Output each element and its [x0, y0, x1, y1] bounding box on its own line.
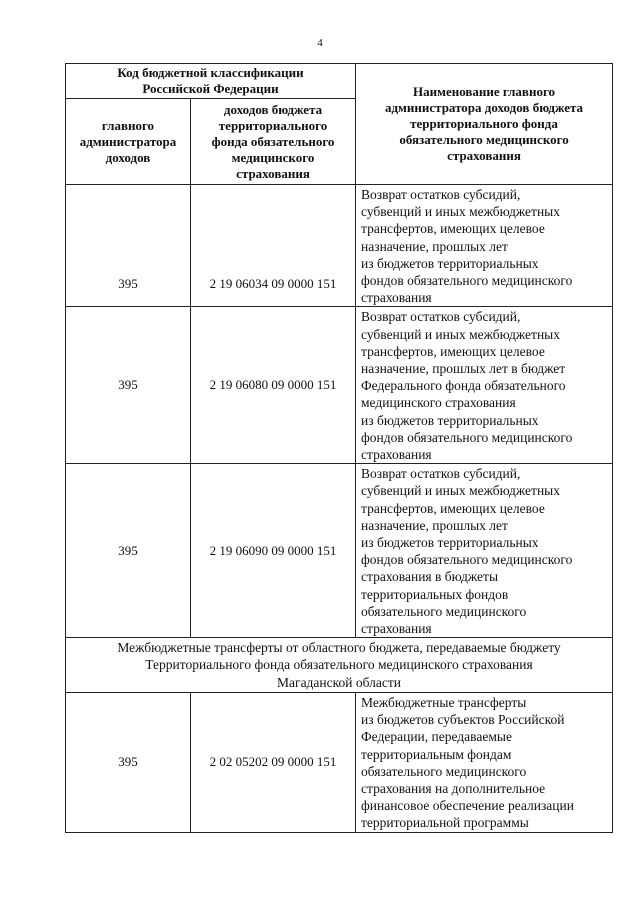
- budget-classification-table: [65, 63, 613, 833]
- income-code-cell: 2 19 06090 09 0000 151: [191, 464, 356, 638]
- name-header-line4: обязательного медицинского: [399, 132, 569, 147]
- income-header-line1: доходов бюджета: [223, 101, 323, 117]
- classification-code-header-line2: Российской Федерации: [142, 81, 279, 96]
- classification-code-header: [66, 64, 356, 99]
- admin-header-line3: доходов: [105, 149, 151, 165]
- income-code-cell: 2 19 06080 09 0000 151: [191, 307, 356, 464]
- admin-code-cell: 395: [66, 307, 191, 464]
- admin-header-line1: главного: [101, 117, 155, 133]
- income-code-header: [191, 99, 356, 185]
- administrator-name-header: [356, 64, 613, 185]
- admin-code-cell: 395: [66, 185, 191, 307]
- income-name-cell: Межбюджетные трансферты из бюджетов субъектов Российской Федерации, передаваемые территориальным фондам обязательного медицинского страхования на дополнительное финансовое обеспечение реализации территориальной программы: [356, 692, 613, 832]
- admin-code-cell: 395: [66, 464, 191, 638]
- page-number: 4: [317, 37, 323, 49]
- table-row: [66, 464, 613, 638]
- section-header-cell: [66, 638, 613, 693]
- name-header-line3: территориального фонда: [410, 116, 558, 131]
- table-row: [66, 185, 613, 307]
- name-header-line5: страхования: [447, 148, 521, 163]
- income-header-line5: страхования: [236, 165, 310, 181]
- income-name-cell: Возврат остатков субсидий, субвенций и иных межбюджетных трансфертов, имеющих целевое назначение, прошлых лет из бюджетов территориальных фондов обязательного медицинского страхования: [356, 185, 613, 307]
- income-name-cell: Возврат остатков субсидий, субвенций и иных межбюджетных трансфертов, имеющих целевое назначение, прошлых лет в бюджет Федерального фонда обязательного медицинского страхования из бюджетов территориальных фондов обязательного медицинского страхования: [356, 307, 613, 464]
- admin-header-line2: администратора: [79, 133, 177, 149]
- income-code-cell: 2 19 06034 09 0000 151: [191, 185, 356, 307]
- income-header-line2: территориального: [218, 117, 328, 133]
- income-header-line3: фонда обязательного: [211, 133, 335, 149]
- section-line1: Межбюджетные трансферты от областного бюджета, передаваемые бюджету: [117, 640, 561, 656]
- table-row: [66, 307, 613, 464]
- section-line2: Территориального фонда обязательного медицинского страхования: [145, 657, 533, 673]
- name-header-line1: Наименование главного: [412, 84, 556, 99]
- admin-code-cell: 395: [66, 692, 191, 832]
- income-name-cell: Возврат остатков субсидий, субвенций и иных межбюджетных трансфертов, имеющих целевое назначение, прошлых лет из бюджетов территориальных фондов обязательного медицинского страхования в бюджеты территориальных фондов обязательного медицинского страхования: [356, 464, 613, 638]
- table-row: [66, 692, 613, 832]
- section-line3: Магаданской области: [277, 674, 401, 690]
- income-code-cell: 2 02 05202 09 0000 151: [191, 692, 356, 832]
- section-header-row: [66, 638, 613, 693]
- classification-code-header-line1: Код бюджетной классификации: [117, 65, 304, 80]
- admin-code-header: [66, 99, 191, 185]
- income-header-line4: медицинского: [231, 149, 315, 165]
- header-row-group: [66, 64, 613, 99]
- name-header-line2: администратора доходов бюджета: [384, 100, 584, 115]
